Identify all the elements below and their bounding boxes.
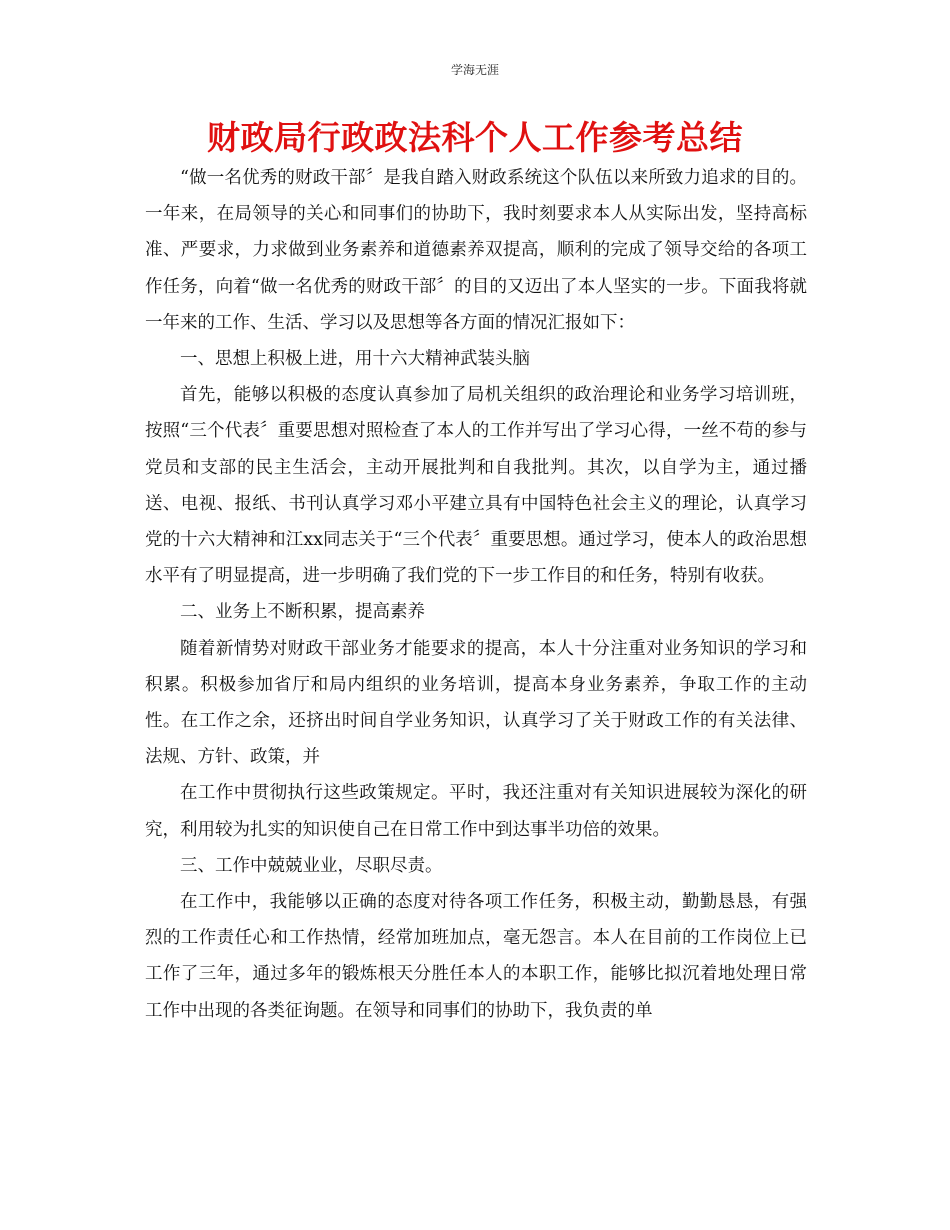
section-heading: 一、思想上积极上进，用十六大精神武装头脑 (180, 349, 530, 370)
document-body (145, 160, 807, 1029)
paragraph: “做一名优秀的财政干部〞是我自踏入财政系统这个队伍以来所致力追求的目的。一年来，在局领导的关心和同事们的协助下，我时刻要求本人从实际出发，坚持高标准、严要求，力求做到业务素养和道德素养双提高，顺利的完成了领导交给的各项工作任务，向着“做一名优秀的财政干部〞的目的又迈出了本人坚实的一步。下面我将就一年来的工作、生活、学习以及思想等各方面的情况汇报如下： (145, 168, 807, 333)
paragraph: 在工作中贯彻执行这些政策规定。平时，我还注重对有关知识进展较为深化的研究，利用较为扎实的知识使自己在日常工作中到达事半功倍的效果。 (145, 783, 807, 840)
section-heading: 二、业务上不断积累，提高素养 (180, 602, 425, 623)
paragraph: 随着新情势对财政干部业务才能要求的提高，本人十分注重对业务知识的学习和积累。积极参加省厅和局内组织的业务培训，提高本身业务素养，争取工作的主动性。在工作之余，还挤出时间自学业务知识，认真学习了关于财政工作的有关法律、法规、方针、政策，并 (145, 638, 807, 768)
page-header: 学海无涯 (450, 63, 499, 77)
section-heading: 三、工作中兢兢业业，尽职尽责。 (180, 855, 443, 876)
document-title: 财政局行政政法科个人工作参考总结 (207, 118, 743, 157)
paragraph: 首先，能够以积极的态度认真参加了局机关组织的政治理论和业务学习培训班，按照“三个代表〞重要思想对照检查了本人的工作并写出了学习心得，一丝不苟的参与党员和支部的民主生活会，主动开展批判和自我批判。其次，以自学为主，通过播送、电视、报纸、书刊认真学习邓小平建立具有中国特色社会主义的理论，认真学习党的十六大精神和江xx同志关于“三个代表〞重要思想。通过学习，使本人的政治思想水平有了明显提高，进一步明确了我们党的下一步工作目的和任务，特别有收获。 (145, 385, 807, 587)
paragraph: 在工作中，我能够以正确的态度对待各项工作任务，积极主动，勤勤恳恳，有强烈的工作责任心和工作热情，经常加班加点，毫无怨言。本人在目前的工作岗位上已工作了三年，通过多年的锻炼根天分胜任本人的本职工作，能够比拟沉着地处理日常工作中出现的各类征询题。在领导和同事们的协助下，我负责的单 (145, 892, 807, 1021)
